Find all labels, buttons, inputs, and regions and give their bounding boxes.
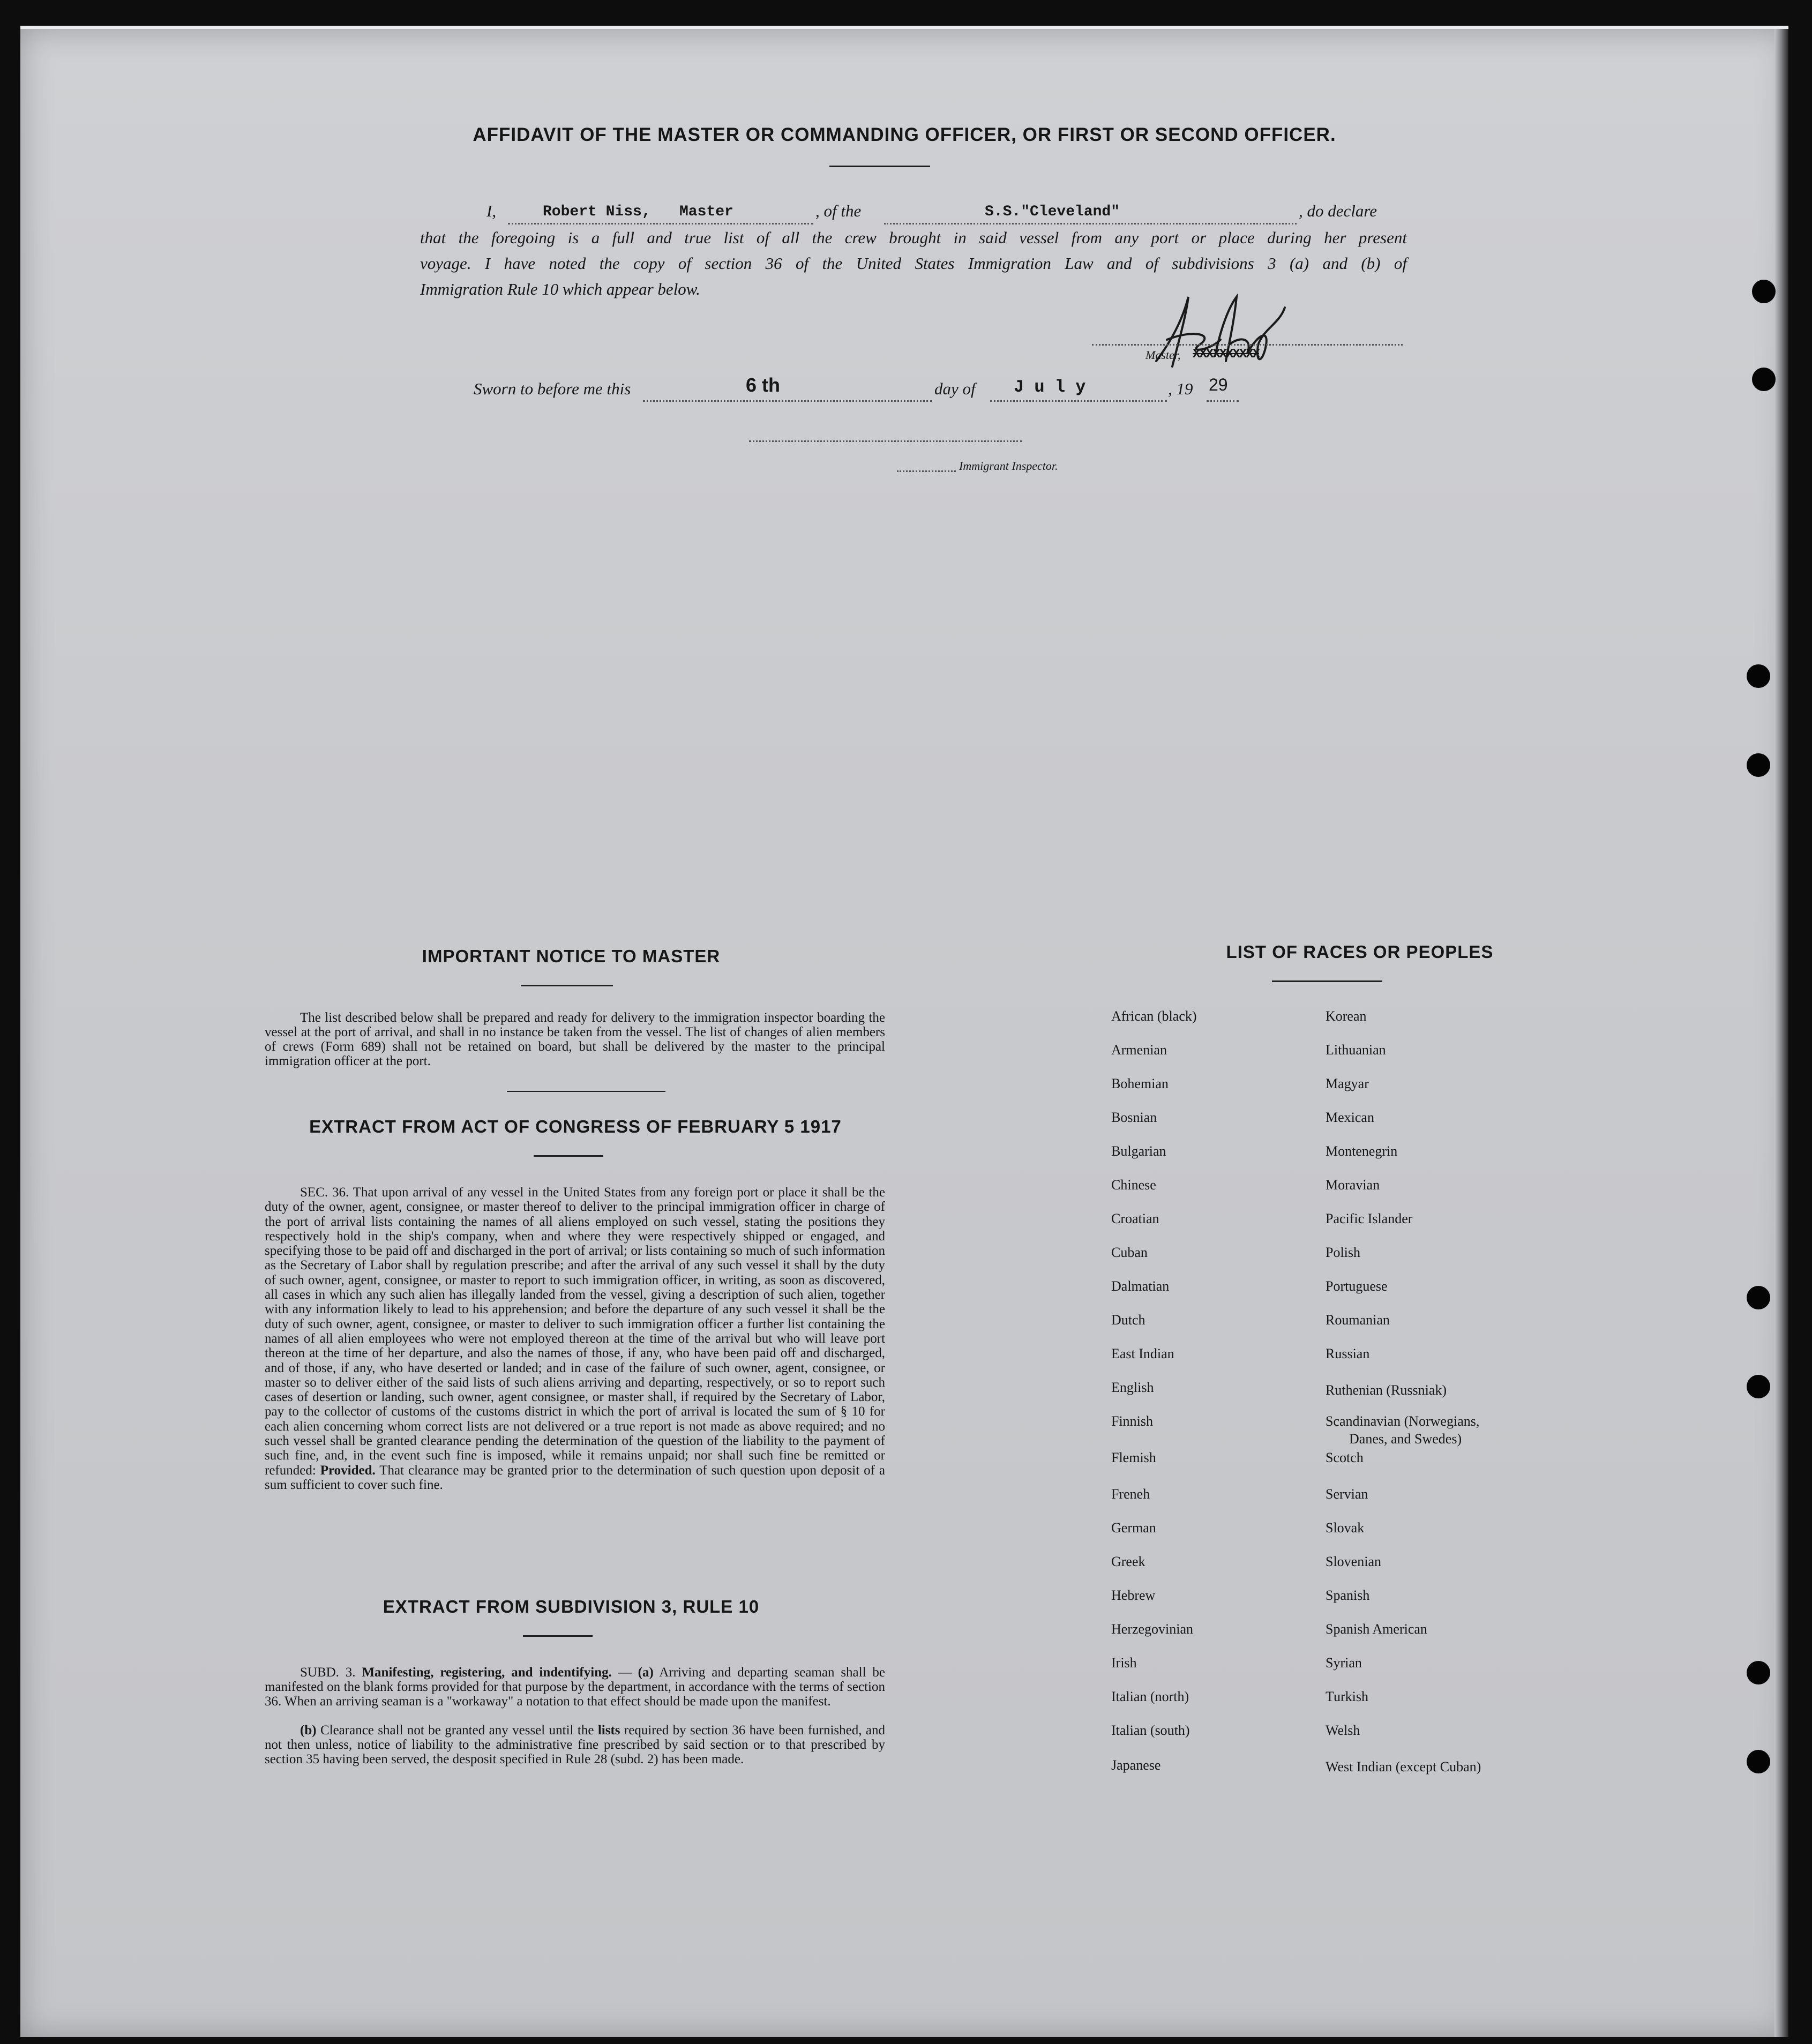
divider — [523, 1635, 593, 1637]
para-b-text-1: Clearance shall not be granted any vessel until the — [320, 1723, 594, 1738]
race-item-right: Spanish — [1326, 1588, 1370, 1603]
sworn-day: 6 th — [746, 374, 781, 396]
subd-label: SUBD. 3. — [300, 1665, 356, 1680]
para-b-lists: lists — [597, 1723, 620, 1738]
fill-line — [897, 470, 956, 472]
race-item-right: Syrian — [1326, 1655, 1362, 1671]
race-item-left: Dutch — [1111, 1312, 1145, 1328]
race-item-right: Russian — [1326, 1346, 1370, 1361]
race-item-right: Pacific Islander — [1326, 1211, 1413, 1226]
affidavit-line-3: voyage. I have noted the copy of section 36 of the United States Immigration Law and of subdivisions 3 (a) and (b) of — [420, 254, 1407, 273]
race-item-left: German — [1111, 1520, 1156, 1536]
race-item-right: Roumanian — [1326, 1312, 1390, 1328]
notice-title: IMPORTANT NOTICE TO MASTER — [422, 946, 721, 966]
race-item-right: Scotch — [1326, 1450, 1364, 1465]
day-of-label: day of — [934, 379, 976, 398]
races-title: LIST OF RACES OR PEOPLES — [1226, 942, 1494, 962]
affidavit-line-2: that the foregoing is a full and true list of all the crew brought in said vessel from any port or place during her present — [420, 228, 1407, 247]
punch-hole — [1752, 368, 1776, 391]
divider — [1272, 980, 1382, 982]
race-item-right: Polish — [1326, 1245, 1361, 1260]
sworn-label: Sworn to before me this — [474, 379, 631, 398]
inspector-signature-line — [749, 440, 1022, 442]
inspector-label: Immigrant Inspector. — [959, 459, 1058, 473]
race-item-left: Bulgarian — [1111, 1143, 1166, 1159]
fill-line — [508, 223, 813, 224]
race-item-left: Finnish — [1111, 1413, 1154, 1429]
sworn-month: J u l y — [1014, 377, 1086, 397]
affidavit-title: AFFIDAVIT OF THE MASTER OR COMMANDING OFFICER, OR FIRST OR SECOND OFFICER. — [473, 124, 1336, 145]
race-item-left: Cuban — [1111, 1245, 1148, 1260]
race-item-left: African (black) — [1111, 1008, 1197, 1024]
race-item-left: Freneh — [1111, 1486, 1150, 1502]
section-36-body: SEC. 36. That upon arrival of any vessel in the United States from any foreign port or place it shall be the duty of the owner, agent, consignee, or master thereof to deliver to the principal immigration officer in charge of the port of arrival lists containing the names of all aliens employed on such vessel, stating the positions they respectively hold in the ship's company, when and where they were respectively shipped or engaged, and specifying those to be paid off and discharged in the port of arrival; or lists containing so much of such information as the Secretary of Labor shall by regulation prescribe; and after the arrival of any such vessel it shall by the duty of such owner, agent, consignee, or master to report to such immigration officer, in writing, as soon as discovered, all cases in which any such alien has illegally landed from the vessel, giving a description of such alien, together with any information likely to lead to his apprehension; and before the departure of any such vessel it shall be the duty of such owner, agent, consignee, or master to deliver to such immigration officer a further list containing the names of all alien employees who were not employed thereon at the time of the arrival but who will leave port thereon at the time of her departure, and also the names of those, if any, who have been paid off and discharged, and of those, if any, who have deserted or landed; and in case of the failure of such owner, agent, consignee, or master so to deliver either of the said lists of such aliens arriving and departing, respectively, or so to report such cases of desertion or landing, such owner, agent consignee, or master shall, if required by the Secretary of Labor, pay to the collector of customs of the customs district in which the port of arrival is located the sum of § 10 for each alien concerning whom correct lists are not delivered or a true report is not made as above required; and no such vessel shall be granted clearance pending the determination of the question of the liability to the payment of such fine, and, in the event such fine is imposed, while it remains unpaid; nor shall such fine be remitted or refunded: — [265, 1185, 885, 1478]
punch-hole — [1747, 1750, 1770, 1773]
race-item-left: Irish — [1111, 1655, 1137, 1671]
race-item-right: Slovak — [1326, 1520, 1365, 1536]
para-a-label: (a) — [638, 1665, 654, 1680]
race-item-right: Ruthenian (Russniak) — [1326, 1382, 1447, 1398]
provided-label: Provided. — [320, 1463, 376, 1478]
race-item-right: Scandinavian (Norwegians, — [1326, 1413, 1480, 1429]
sworn-year: 29 — [1209, 375, 1228, 394]
race-item-left: Greek — [1111, 1554, 1145, 1569]
race-item-left: East Indian — [1111, 1346, 1174, 1361]
race-item-left: Italian (south) — [1111, 1723, 1190, 1738]
master-name: Robert Niss, — [543, 204, 651, 220]
race-item-left: Hebrew — [1111, 1588, 1156, 1603]
race-item-left: Dalmatian — [1111, 1278, 1170, 1294]
race-item-left: English — [1111, 1380, 1154, 1395]
divider — [829, 166, 930, 167]
race-item-right: Korean — [1326, 1008, 1367, 1024]
race-item-right: Portuguese — [1326, 1278, 1388, 1294]
race-item-right: Moravian — [1326, 1177, 1380, 1193]
punch-hole — [1747, 1286, 1770, 1309]
affidavit-pronoun: I, — [486, 201, 497, 220]
dash: — — [618, 1665, 632, 1680]
race-item-right: Turkish — [1326, 1689, 1368, 1704]
signature-line — [1092, 344, 1403, 346]
struck-title: XXXXXXXXXX — [1193, 347, 1260, 362]
para-a-text: Arriving and departing seaman shall be manifested on the blank forms provided for that purpose by the department, in accordance with the terms of section 36. When an arriving seaman is a "workaway" a notation to that effect should be made upon the manifest. — [265, 1665, 886, 1709]
race-item-right: Spanish American — [1326, 1621, 1427, 1637]
race-item-left: Italian (north) — [1111, 1689, 1189, 1704]
race-item-left: Japanese — [1111, 1757, 1161, 1773]
subd-heading: Manifesting, registering, and indentifying. — [362, 1665, 612, 1680]
fill-line — [884, 223, 1297, 224]
race-item-right: Mexican — [1326, 1110, 1374, 1125]
subdivision-3-a — [265, 1665, 885, 1709]
year-prefix: , 19 — [1168, 379, 1193, 398]
race-item-right: Montenegrin — [1326, 1143, 1398, 1159]
para-b-text-2: required by section 36 have been furnished, and not then unless, notice of liability to the administrative fine prescribed by said section or to that prescribed by section 35 having been served, the desposit specified in Rule 28 (subd. 2) has been made. — [265, 1723, 885, 1766]
fill-line — [1207, 400, 1239, 402]
race-item-left: Bosnian — [1111, 1110, 1157, 1125]
race-item-left: Armenian — [1111, 1042, 1167, 1058]
rule-extract-title: EXTRACT FROM SUBDIVISION 3, RULE 10 — [383, 1597, 760, 1616]
punch-hole — [1747, 664, 1770, 688]
fill-line — [990, 400, 1167, 402]
page-edge — [1774, 29, 1788, 2037]
race-item-left: Herzegovinian — [1111, 1621, 1194, 1637]
vessel-name: S.S."Cleveland" — [985, 204, 1120, 220]
race-item-left: Flemish — [1111, 1450, 1156, 1465]
race-item-left: Chinese — [1111, 1177, 1156, 1193]
master-label: Master, — [1145, 348, 1181, 362]
divider — [534, 1155, 603, 1157]
notice-text: The list described below shall be prepared and ready for delivery to the immigration inspector boarding the vessel at the port of arrival, and shall in no instance be taken from the vessel. The list of changes of alien members of crews (Form 689) shall not be retained on board, but shall be delivered by the master to the principal immigration officer at the port. — [265, 1010, 885, 1068]
race-item-right: Slovenian — [1326, 1554, 1381, 1569]
fill-line — [643, 400, 932, 402]
divider — [521, 985, 613, 986]
punch-hole — [1747, 1375, 1770, 1398]
declare-label: , do declare — [1299, 201, 1377, 220]
race-item-left: Croatian — [1111, 1211, 1159, 1226]
affidavit-line-4: Immigration Rule 10 which appear below. — [420, 280, 700, 298]
punch-hole — [1747, 753, 1770, 777]
race-item-right: West Indian (except Cuban) — [1326, 1759, 1481, 1775]
race-item-right: Lithuanian — [1326, 1042, 1386, 1058]
section-36-text — [265, 1185, 885, 1492]
divider — [507, 1091, 665, 1092]
section-36-proviso: That clearance may be granted prior to the determination of such question upon deposit of a sum sufficient to cover such fine. — [265, 1463, 885, 1492]
race-item-right: Welsh — [1326, 1723, 1360, 1738]
master-signature — [1135, 286, 1306, 377]
race-item-left: Bohemian — [1111, 1076, 1169, 1091]
race-item-right: Magyar — [1326, 1076, 1369, 1091]
act-extract-title: EXTRACT FROM ACT OF CONGRESS OF FEBRUARY 5 1917 — [309, 1117, 842, 1136]
master-rank: Master — [679, 204, 733, 220]
of-label: , of the — [815, 201, 862, 220]
subdivision-3-b — [265, 1723, 885, 1766]
document-page — [20, 26, 1788, 2037]
race-item-right: Servian — [1326, 1486, 1368, 1502]
race-continuation: Danes, and Swedes) — [1349, 1431, 1462, 1447]
punch-hole — [1747, 1661, 1770, 1684]
para-b-label: (b) — [300, 1723, 317, 1738]
punch-hole — [1752, 280, 1776, 303]
